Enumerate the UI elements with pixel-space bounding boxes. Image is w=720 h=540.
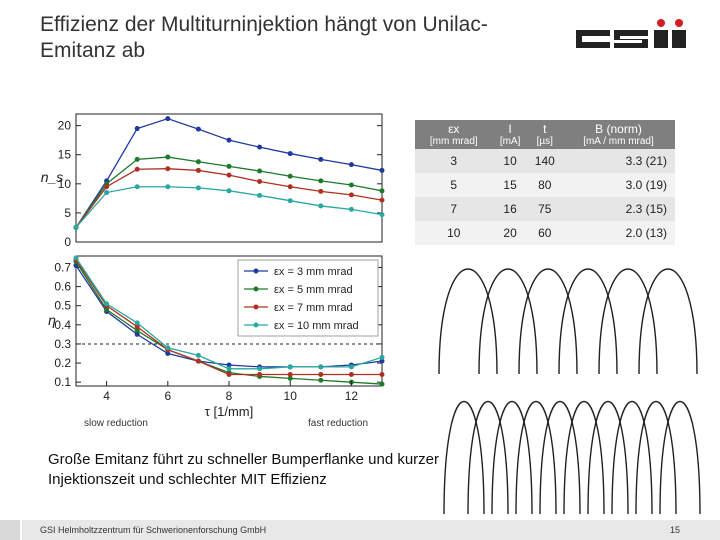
- ns-data-point: [380, 198, 385, 203]
- ns-data-point: [227, 138, 232, 143]
- ns-data-point: [74, 225, 79, 230]
- footer: [0, 518, 720, 540]
- short-injection-arc: [588, 402, 628, 515]
- ns-data-point: [257, 169, 262, 174]
- eta-data-point: [380, 372, 385, 377]
- header-brightness: B (norm) [mA / mm mrad]: [562, 120, 675, 149]
- eta-ytick-label: 0.1: [54, 375, 71, 390]
- eta-data-point: [318, 364, 323, 369]
- long-injection-arc: [479, 269, 537, 374]
- ns-data-point: [257, 145, 262, 150]
- legend-label: εx = 10 mm mrad: [274, 320, 359, 332]
- table-cell: 15: [493, 173, 528, 197]
- ns-data-point: [349, 207, 354, 212]
- eta-xtick-label: 4: [103, 389, 110, 403]
- chart-container: [42, 96, 392, 436]
- legend-label: εx = 5 mm mrad: [274, 284, 353, 296]
- ns-data-point: [380, 168, 385, 173]
- eta-xtick-label: 10: [283, 389, 297, 403]
- eta-data-point: [349, 364, 354, 369]
- table-cell: 10: [493, 149, 528, 173]
- table-row: [415, 173, 675, 197]
- legend-label: εx = 7 mm mrad: [274, 302, 353, 314]
- ns-data-point: [196, 168, 201, 173]
- eta-data-point: [74, 255, 79, 260]
- ns-data-point: [135, 184, 140, 189]
- eta-data-point: [318, 372, 323, 377]
- legend-swatch-marker: [254, 287, 259, 292]
- table-cell: 10: [415, 221, 493, 245]
- table-cell: 20: [493, 221, 528, 245]
- table-cell: 3.3 (21): [562, 149, 675, 173]
- ns-ytick-label: 10: [57, 176, 71, 191]
- eta-data-point: [227, 372, 232, 377]
- ns-ytick-label: 15: [57, 147, 71, 162]
- eta-ytick-label: 0.4: [54, 317, 71, 332]
- eta-data-point: [104, 301, 109, 306]
- table-cell: 2.0 (13): [562, 221, 675, 245]
- eta-data-point: [165, 345, 170, 350]
- eta-ytick-label: 0.2: [54, 356, 71, 371]
- ns-data-point: [288, 151, 293, 156]
- eta-data-point: [257, 366, 262, 371]
- table-cell: 3: [415, 149, 493, 173]
- slide-title: Effizienz der Multiturninjektion hängt von Unilac-Emitanz ab: [40, 13, 488, 62]
- ns-ylabel: n_s: [40, 169, 64, 185]
- gsi-logo: [576, 18, 688, 58]
- legend-label: εx = 3 mm mrad: [274, 266, 353, 278]
- ns-data-point: [165, 155, 170, 160]
- eta-data-point: [380, 382, 385, 387]
- ns-data-point: [227, 173, 232, 178]
- eta-data-point: [380, 355, 385, 360]
- eta-xlabel: τ [1/mm]: [204, 404, 254, 419]
- ns-ytick-label: 20: [57, 118, 71, 133]
- ns-data-point: [227, 164, 232, 169]
- table-row: [415, 197, 675, 221]
- ns-data-point: [349, 192, 354, 197]
- eta-ytick-label: 0.3: [54, 336, 71, 351]
- ns-ytick-label: 5: [64, 205, 71, 220]
- ns-data-point: [257, 193, 262, 198]
- short-injection-arc: [612, 402, 652, 515]
- long-injection-arc: [559, 269, 617, 374]
- eta-ytick-label: 0.5: [54, 298, 71, 313]
- table-cell: 5: [415, 173, 493, 197]
- ns-data-point: [349, 182, 354, 187]
- table-cell: 16: [493, 197, 528, 221]
- chart-svg: [42, 96, 392, 436]
- ns-data-point: [104, 190, 109, 195]
- ns-data-point: [380, 188, 385, 193]
- ns-ytick-label: 0: [64, 235, 71, 249]
- ns-data-point: [318, 189, 323, 194]
- long-injection-arc: [439, 269, 497, 374]
- ns-data-point: [288, 174, 293, 179]
- header-eps: εx [mm mrad]: [415, 120, 493, 149]
- long-injection-arc: [519, 269, 577, 374]
- table-cell: 60: [528, 221, 562, 245]
- table-row: [415, 221, 675, 245]
- ns-data-point: [318, 203, 323, 208]
- long-injection-arc: [639, 269, 697, 374]
- short-injection-arc: [660, 402, 700, 515]
- ns-data-point: [135, 167, 140, 172]
- injection-arcs-illustration: [448, 264, 698, 514]
- ns-data-point: [318, 178, 323, 183]
- logo-text: GSI: [576, 58, 578, 59]
- table-cell: 80: [528, 173, 562, 197]
- eta-data-point: [288, 372, 293, 377]
- legend-swatch-marker: [254, 323, 259, 328]
- table-cell: 7: [415, 197, 493, 221]
- eta-data-point: [257, 372, 262, 377]
- ns-data-point: [227, 188, 232, 193]
- eta-data-point: [196, 359, 201, 364]
- eta-data-point: [135, 320, 140, 325]
- ns-data-point: [288, 198, 293, 203]
- ns-data-point: [380, 212, 385, 217]
- short-injection-arc: [540, 402, 580, 515]
- ns-data-point: [196, 127, 201, 132]
- ns-data-point: [349, 162, 354, 167]
- ns-data-point: [196, 159, 201, 164]
- ns-data-point: [135, 157, 140, 162]
- short-injection-arc: [468, 402, 508, 515]
- eta-ylabel: η: [48, 312, 56, 328]
- eta-data-point: [349, 372, 354, 377]
- eta-xtick-label: 8: [225, 389, 233, 403]
- page-number: 15: [669, 525, 680, 535]
- short-injection-arc: [516, 402, 556, 515]
- legend-swatch-marker: [254, 305, 259, 310]
- footer-accent: [0, 520, 20, 540]
- header-time: t [µs]: [528, 120, 562, 149]
- table-row: [415, 149, 675, 173]
- table-cell: 75: [528, 197, 562, 221]
- eta-ytick-label: 0.7: [54, 260, 71, 275]
- ns-data-point: [104, 184, 109, 189]
- eta-xtick-label: 6: [164, 389, 172, 403]
- short-injection-arc: [564, 402, 604, 515]
- eta-data-point: [288, 364, 293, 369]
- conclusion-text: Große Emitanz führt zu schneller Bumperflanke und kurzer Injektionszeit und schlechter MIT Effizienz: [48, 451, 440, 488]
- emittance-table: [415, 120, 675, 245]
- table-header-row: [415, 120, 675, 149]
- eta-data-point: [196, 353, 201, 358]
- ns-data-point: [165, 184, 170, 189]
- eta-ytick-label: 0.6: [54, 279, 71, 294]
- long-injection-arc: [599, 269, 657, 374]
- header-current: I [mA]: [493, 120, 528, 149]
- eta-data-point: [318, 378, 323, 383]
- eta-xtick-label: 12: [344, 389, 359, 403]
- ns-data-point: [165, 166, 170, 171]
- ns-data-point: [318, 157, 323, 162]
- ns-data-point: [196, 185, 201, 190]
- table-cell: 3.0 (19): [562, 173, 675, 197]
- fast-reduction-note: fast reduction: [308, 418, 369, 429]
- legend-swatch-marker: [254, 269, 259, 274]
- ns-data-point: [257, 179, 262, 184]
- short-injection-arc: [636, 402, 676, 515]
- ns-data-point: [165, 116, 170, 121]
- slow-reduction-note: slow reduction: [84, 418, 148, 429]
- table-cell: 2.3 (15): [562, 197, 675, 221]
- footer-text: GSI Helmholtzzentrum für Schwerionenforschung GmbH: [40, 525, 267, 535]
- eta-data-point: [227, 366, 232, 371]
- ns-data-point: [135, 126, 140, 131]
- short-injection-arc: [492, 402, 532, 515]
- table-cell: 140: [528, 149, 562, 173]
- ns-data-point: [288, 184, 293, 189]
